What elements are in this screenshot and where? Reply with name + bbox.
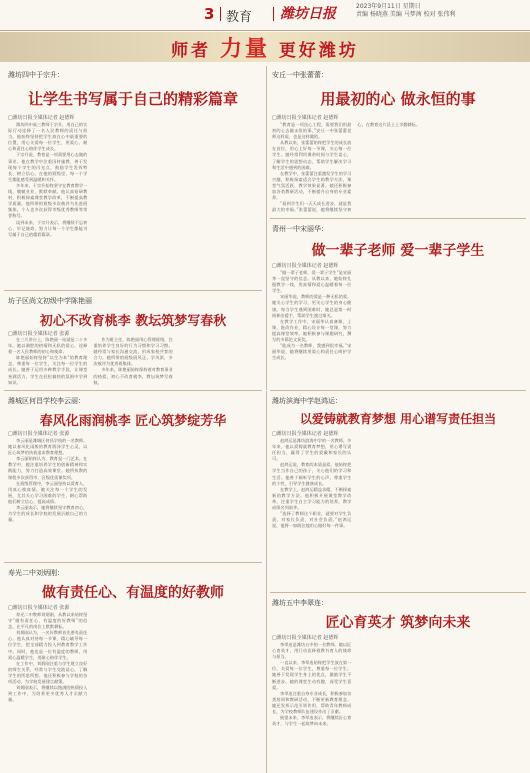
article-paragraph: 在工作中，刘炳刚注重与学生建立良好的师生关系，经常与学生交流谈心，了解学生的所思所想。他还积极参与学校的各项活动，为学校发展建言献策。 (8, 660, 88, 685)
article-yu-zongsheng (4, 66, 262, 291)
article-byline: □潍坊日报全媒体记者 赵德辉 (272, 115, 339, 121)
article-paragraph: 赵鸿运说，教育的本质是爱。他始终把学生当作自己的孩子，关心他们的学习和生活。他善于倾听学生的心声，尊重学生的个性，引导学生健康成长。 (272, 462, 352, 486)
article-paragraph: 在班级管理中，李云丽坚持以爱育人，用真心换真情。她关注每一个学生的发展，尤其关心学习困难的学生，耐心帮助他们树立信心、提高成绩。 (8, 480, 88, 504)
column-divider (266, 290, 267, 390)
article-paragraph: 于宗升说，教育是一项需要用心去做的事业。他在教学中注重因材施教，善于发现每个学生的闪光点，鼓励学生发挥特长、树立信心。在他的班级里，每一个学生都能感受到温暖和关怀。 (8, 152, 88, 182)
article-byline: □潍坊日报全媒体记者 赵德辉 (272, 263, 339, 269)
article-paragraph: 展望未来，李翠连表示，将继续匠心育英才，与学生一起筑梦向未来。 (272, 715, 352, 727)
article-kicker: 青州一中宋丽华： (272, 225, 328, 233)
article-byline: □潍坊日报全媒体记者 张源 (8, 605, 70, 611)
article-paragraph: 一直以来，李翠连始终把学生放在第一位，关爱每一位学生，尊重每一位学生。她善于发现学生身上的优点，激励学生不断进步。她的课堂生动有趣，深受学生喜爱。 (272, 660, 352, 690)
article-paragraph: “看到学生们一天天成长进步，就是我最大的幸福。”张蕾蕾说，她将继续坚守初心，在教育这片沃土上辛勤耕耘。 (272, 122, 421, 213)
article-paragraph: 作为班主任，陈艳丽用心管理班级，注重培养学生良好的行为习惯和学习习惯。她经常与家长沟通交流，形成家校共育的合力。她所带的班级班风正、学风浓，多次被评为优秀班集体。 (93, 337, 173, 367)
article-byline: □潍坊日报全媒体记者 赵德辉 (272, 635, 339, 641)
article-byline: □潍坊日报全媒体记者 赵德辉 (8, 115, 75, 121)
article-chen-yanli (4, 292, 262, 391)
article-byline: □潍坊日报全媒体记者 张源 (8, 431, 70, 437)
article-paragraph: 在教学上，赵鸿运精益求精，不断探索新的教学方法。他积极开展课堂教学改革，注重学生自主学习能力的培养，教学成绩名列前茅。 (272, 486, 352, 511)
article-paragraph: “教育是一项良心工程，需要我们用最初的心去做永恒的事。”安丘一中张蕾蕾老师这样说，也是这样做的。 (272, 122, 352, 140)
masthead-divider (273, 7, 274, 21)
article-paragraph: 多年来，陈艳丽始终保持着对教育事业的热爱，初心不改育桃李，教坛筑梦写春秋。 (93, 367, 173, 385)
article-paragraph: 李翠连注重自身专业成长，积极参加各类培训和教研活动，不断更新教育理念。她还发挥示范引领作用，帮助青年教师成长，为学校教师队伍建设作出了贡献。 (272, 690, 352, 715)
banner-title-post: 更好潍坊 (278, 40, 359, 61)
editor-credits: 责编 杨晓燕 美编 马梦茜 校对 张伟利 (356, 11, 456, 18)
article-body (272, 642, 522, 768)
article-zhao-hongyun (270, 392, 526, 593)
article-kicker: 坊子区尚文初级中学陈艳丽 (8, 297, 92, 305)
article-body (8, 612, 258, 768)
article-paragraph: 李云丽是潍城区何昌学校的一名教师。她以春风化雨般的教育润泽学生心灵，以匠心筑梦的执着追求教育理想。 (8, 438, 88, 456)
article-body (272, 270, 522, 386)
article-paragraph: 陈艳丽始终坚持“以生为本”的教育理念，尊重每一位学生，关注每一位学生的成长。她善于运用多种教学手段，让课堂充满活力，学生在轻松愉快的氛围中学到知识。 (8, 355, 88, 385)
article-byline: □潍坊日报全媒体记者 赵德辉 (272, 431, 339, 437)
article-headline: 初心不改育桃李 教坛筑梦写春秋 (39, 314, 227, 329)
column-divider (266, 391, 267, 773)
banner-title (171, 32, 359, 63)
article-zhang-leilei (270, 66, 526, 219)
article-li-cuilian (270, 594, 526, 771)
article-paragraph: 刘炳刚表示，将继续以饱满的热情投入到工作中，为培养更多优秀人才贡献力量。 (8, 685, 88, 703)
article-body (8, 438, 258, 558)
article-li-yunli (4, 392, 262, 563)
article-paragraph: 李翠连是潍坊五中的一名教师。她以匠心育英才，用行动诠释着教书育人的使命与担当。 (272, 642, 352, 660)
article-liu-binggang (4, 564, 262, 771)
article-body (272, 122, 522, 214)
article-paragraph: 寿光二中教师刘炳刚，从教以来始终坚守“做有责任心、有温度的好教师”的信念，在平凡的岗位上默默耕耘。 (8, 612, 88, 630)
article-headline: 让学生书写属于自己的精彩篇章 (27, 90, 238, 108)
article-song-lihua (270, 220, 526, 391)
article-paragraph: 多年来，于宗升始终坚守在教育教学一线，兢兢业业、默默奉献。他认真钻研教材，积极探索课堂教学改革，不断提高教学质量。他所带的班级多次被评为先进班集体，个人也多次获得市级优秀教师等荣誉称号。 (8, 182, 88, 219)
article-kicker: 潍坊五中李翠连： (272, 599, 328, 607)
article-paragraph: 在三尺讲台上，陈艳丽一站就是二十多年。她以满腔的热情和无私的爱心，诠释着一名人民教师的初心和使命。 (8, 337, 88, 355)
article-body (272, 438, 522, 588)
section-name: 教育 (226, 10, 253, 25)
article-paragraph: 潍坊四中高三教师于宗升，用自己的实际行动诠释了一名人民教师的责任与担当。他始终坚持把学生放在心中最重要的位置，用心关爱每一位学生，用爱心、耐心和责任心陪伴学生成长。 (8, 122, 88, 152)
section-banner (0, 32, 530, 62)
article-headline: 做有责任心、有温度的好教师 (42, 585, 224, 601)
page-number: 3 (204, 5, 215, 23)
article-paragraph: 李云丽表示，她将继续坚守教育初心，为学生的成长和学校的发展贡献自己的力量。 (8, 505, 88, 523)
article-kicker: 潍坊滨海中学赵鸿运： (272, 397, 342, 405)
article-paragraph: 在教学工作中，宋丽华认真备课、上课，批改作业，精心设计每一堂课，努力提高课堂效率。她积极参与课题研究，撰写的多篇论文获奖。 (272, 318, 352, 343)
banner-title-pre: 师者 (171, 40, 212, 61)
article-byline: □潍坊日报全媒体记者 张源 (8, 331, 70, 337)
article-paragraph: “能成为一名教师，我感到很幸福。”宋丽华说，她将继续用爱心和责任心呵护学生成长。 (272, 343, 352, 361)
article-paragraph: 从教以来，张蕾蕾始终把学生的成长放在首位，用心上好每一节课，关心每一位学生。她经常利用课余时间与学生谈心，了解学生的思想动态，帮助学生解决学习和生活中遇到的困难。 (272, 140, 352, 170)
masthead-divider (220, 7, 221, 21)
article-paragraph: 谈到未来，于宗升表示，将继续不忘初心、牢记使命，努力让每一个学生都能书写属于自己的精彩篇章。 (8, 219, 88, 237)
article-kicker: 寿光二中刘炳刚： (8, 569, 64, 577)
newspaper-logo: 潍坊日报 (280, 6, 336, 22)
article-headline: 用最初的心 做永恒的事 (320, 90, 476, 108)
article-kicker: 潍城区何昌学校李云丽： (8, 397, 85, 405)
article-kicker: 潍坊四中于宗升： (8, 71, 64, 79)
article-paragraph: 刘炳刚认为，一名好教师首先要有责任心。他认真对待每一节课，精心辅导每一位学生，把全部精力投入到教育教学工作中。同时，他也是一位有温度的教师，用爱心温暖学生，用耐心陪伴学生。 (8, 630, 88, 660)
article-headline: 春风化雨润桃李 匠心筑梦绽芳华 (39, 414, 227, 429)
banner-title-big: 力量 (219, 36, 270, 62)
issue-date: 2023年9月11日 星期日 (356, 3, 421, 10)
article-headline: 以爱铸就教育梦想 用心谱写责任担当 (299, 412, 497, 426)
article-paragraph: 在教学中，张蕾蕾注重激发学生的学习兴趣，积极探索适合学生的教学方法，课堂气氛活跃，教学效果显著。她还积极参加各类教研活动，不断提升自身的专业素养。 (272, 170, 352, 201)
article-body (8, 337, 258, 387)
article-paragraph: 赵鸿运是潍坊滨海中学的一名教师。多年来，他以爱铸就教育梦想，用心谱写责任担当，赢得了学生的爱戴和家长的认可。 (272, 438, 352, 462)
article-body (8, 122, 258, 284)
article-paragraph: “选择了教师这个职业，就要对学生负责，对家长负责，对社会负责。”赵鸿运说，他将一如既往地用心做好每一件事。 (272, 511, 352, 529)
article-headline: 匠心育英才 筑梦向未来 (325, 615, 471, 631)
article-kicker: 安丘一中张蕾蕾： (272, 71, 328, 79)
article-paragraph: 宋丽华说，教师的爱是一种无私的爱。她关心学生的学习，更关心学生的身心健康。每当学生遇到困难时，她总是第一时间伸出援手，帮助学生渡过难关。 (272, 294, 352, 318)
article-paragraph: 李云丽始终认为，教育是一门艺术。在教学中，她注重培养学生的创新精神和实践能力，努力打造高效课堂。她所执教的课程多次获得市、区级优质课奖项。 (8, 456, 88, 480)
column-divider (266, 66, 267, 290)
article-paragraph: “做一辈子老师，爱一辈子学生”是宋丽华一直坚守的信念。从教以来，她始终扎根教学一线，用真情和爱心温暖着每一位学生。 (272, 270, 352, 294)
article-headline: 做一辈子老师 爱一辈子学生 (311, 243, 485, 259)
issue-meta (356, 3, 476, 19)
